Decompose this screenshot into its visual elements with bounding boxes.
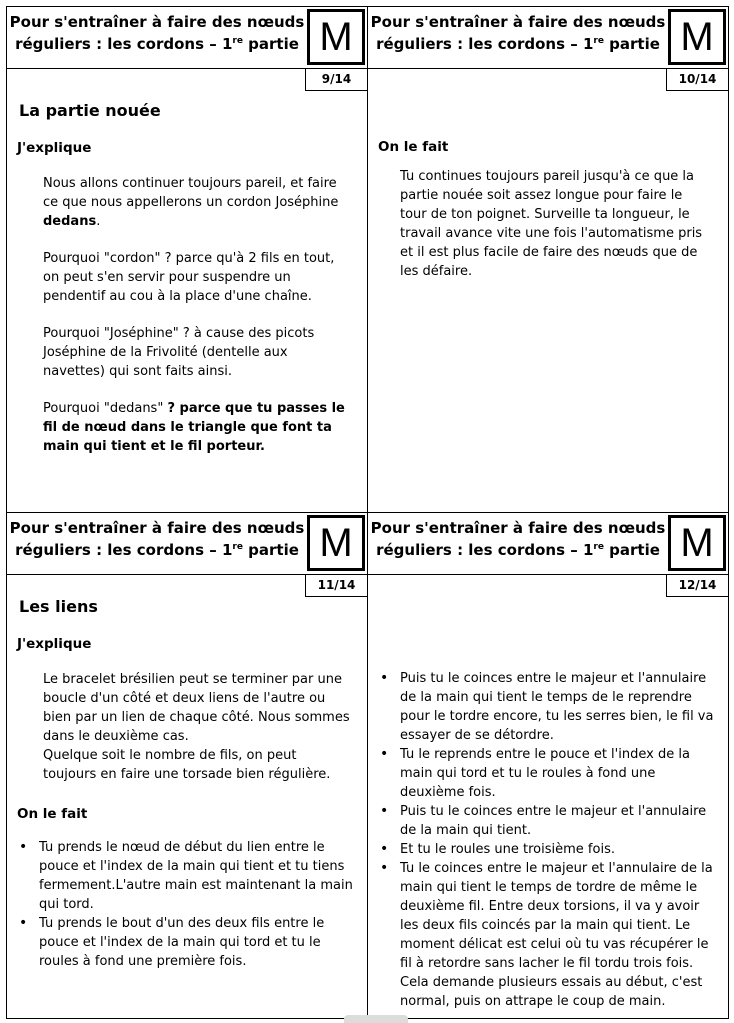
list-item: • Puis tu le coinces entre le majeur et l'annulaire de la main qui tient.	[378, 802, 718, 840]
page-number: 12/14	[666, 575, 728, 597]
paragraph: Pourquoi "dedans" ? parce que tu passes le fil de nœud dans le triangle que font ta main qui tient et le fil porteur.	[43, 401, 345, 454]
subheading: On le fait	[17, 806, 88, 822]
title-superscript: re	[232, 542, 243, 552]
card-12	[367, 512, 729, 1019]
level-badge: M	[307, 9, 365, 65]
subheading: J'explique	[17, 636, 92, 652]
title-line-1: Pour s'entraîner à faire des nœuds	[370, 13, 666, 31]
page-number: 10/14	[666, 69, 728, 91]
bullet-list	[17, 838, 357, 971]
title-line-1: Pour s'entraîner à faire des nœuds	[9, 519, 305, 537]
list-item: • Tu le reprends entre le pouce et l'index de la main qui tord et tu le roules à fond une deuxième fois.	[378, 745, 718, 802]
list-item: • Et tu le roules une troisième fois.	[378, 840, 718, 859]
card-header	[7, 513, 367, 575]
paragraph: Pourquoi "cordon" ? parce qu'à 2 fils en tout, on peut s'en servir pour suspendre un pendentif au cou à la place d'une chaîne.	[43, 251, 335, 304]
title-superscript: re	[232, 36, 243, 46]
card-body	[7, 91, 367, 512]
card-body	[368, 91, 728, 512]
title-line-1: Pour s'entraîner à faire des nœuds	[9, 13, 305, 31]
title-line-1: Pour s'entraîner à faire des nœuds	[370, 519, 666, 537]
card-10	[367, 6, 729, 513]
card-11	[6, 512, 368, 1019]
card-body	[7, 597, 367, 1018]
level-badge: M	[668, 9, 726, 65]
card-title	[368, 11, 668, 55]
card-body	[368, 597, 728, 1018]
title-line-2: réguliers : les cordons – 1	[15, 541, 233, 559]
title-line-2-end: partie	[603, 541, 660, 559]
paragraph: Nous allons continuer toujours pareil, et faire ce que nous appellerons un cordon Joséphine dedans.	[43, 176, 339, 229]
title-line-2-end: partie	[242, 35, 299, 53]
card-header	[368, 7, 728, 69]
paragraph: Quelque soit le nombre de fils, on peut toujours en faire une torsade bien régulière.	[43, 748, 331, 782]
card-title	[368, 517, 668, 561]
section-title: Les liens	[19, 597, 98, 616]
card-9	[6, 6, 368, 513]
horizontal-scrollbar[interactable]	[344, 1015, 408, 1023]
subheading: J'explique	[17, 140, 92, 156]
title-line-2: réguliers : les cordons – 1	[15, 35, 233, 53]
title-superscript: re	[593, 542, 604, 552]
list-item: • Puis tu le coinces entre le majeur et l'annulaire de la main qui tient le temps de le reprendre pour le tordre encore, tu les serres bien, le fil va essayer de se détordre.	[378, 669, 718, 745]
subheading: On le fait	[378, 139, 449, 155]
page-number: 11/14	[305, 575, 367, 597]
card-title	[7, 11, 307, 55]
level-badge: M	[307, 515, 365, 571]
list-item: • Tu prends le bout d'un des deux fils entre le pouce et l'index de la main qui tord et tu le roules à fond une première fois.	[17, 914, 357, 971]
card-header	[7, 7, 367, 69]
section-title: La partie nouée	[19, 101, 161, 120]
list-item: • Tu le coinces entre le majeur et l'annulaire de la main qui tient le temps de tordre de même le deuxième fil. Entre deux torsions, il va y avoir les deux fils coincés par la main qui tient. Le moment délicat est celui où tu vas récupérer le fil à retordre sans lacher le fil tordu trois fois. Cela demande plusieurs essais au début, c'est normal, puis on attrape le coup de main.	[378, 859, 718, 1011]
title-line-2: réguliers : les cordons – 1	[376, 35, 594, 53]
title-line-2: réguliers : les cordons – 1	[376, 541, 594, 559]
level-badge: M	[668, 515, 726, 571]
title-line-2-end: partie	[603, 35, 660, 53]
title-line-2-end: partie	[242, 541, 299, 559]
card-title	[7, 517, 307, 561]
page-number: 9/14	[305, 69, 367, 91]
paragraph: Pourquoi "Joséphine" ? à cause des picots Joséphine de la Frivolité (dentelle aux navettes) qui sont faits ainsi.	[43, 326, 315, 379]
card-header	[368, 513, 728, 575]
bullet-list	[378, 669, 718, 1011]
paragraph: Tu continues toujours pareil jusqu'à ce que la partie nouée soit assez longue pour faire le tour de ton poignet. Surveille ta longueur, le travail avance vite une fois l'automatisme pris et il est plus facile de faire des nœuds que de les défaire.	[400, 169, 703, 279]
paragraph: Le bracelet brésilien peut se terminer par une boucle d'un côté et deux liens de l'autre ou bien par un lien de chaque côté. Nous sommes dans le deuxième cas.	[43, 672, 350, 744]
title-superscript: re	[593, 36, 604, 46]
list-item: • Tu prends le nœud de début du lien entre le pouce et l'index de la main qui tient et tu tiens fermement.L'autre main est maintenant la main qui tord.	[17, 838, 357, 914]
